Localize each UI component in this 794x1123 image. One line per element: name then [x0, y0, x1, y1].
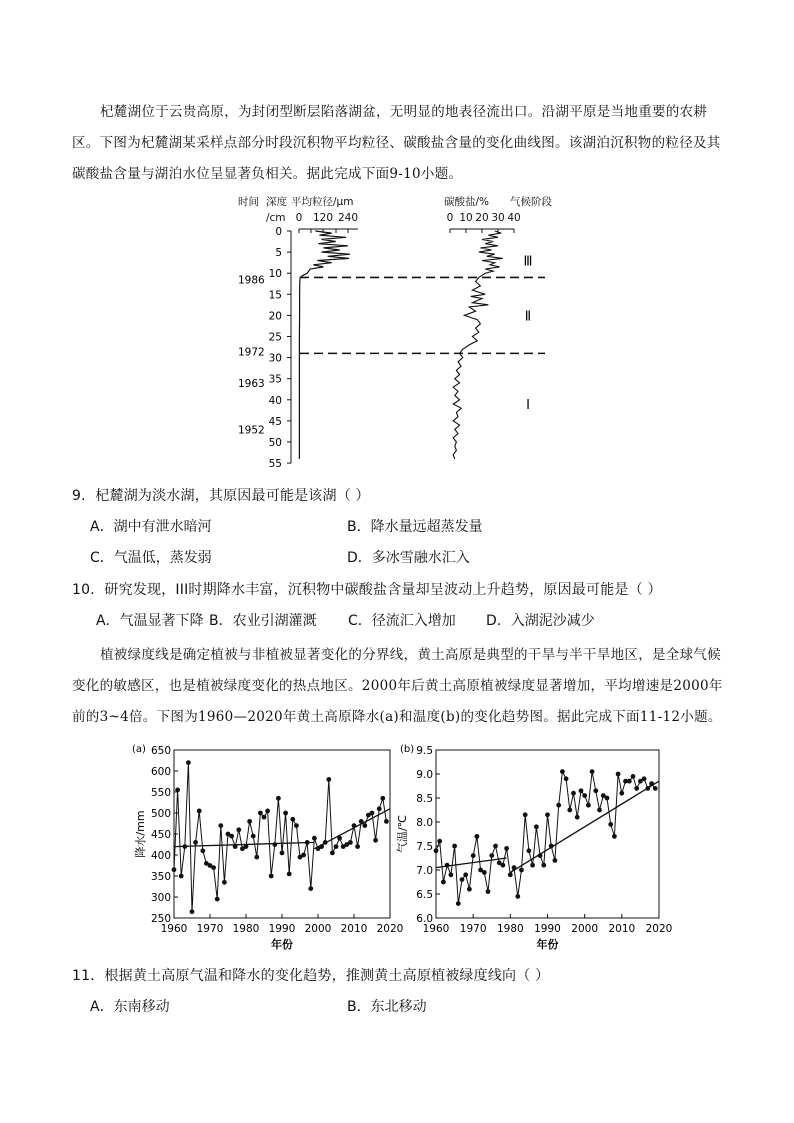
y-tick-label: 8.0: [416, 817, 433, 829]
data-point: [258, 811, 263, 816]
data-point: [236, 827, 241, 832]
data-point: [489, 853, 494, 858]
data-point: [175, 788, 180, 793]
data-point: [287, 872, 292, 877]
y-tick-label: 350: [150, 871, 171, 883]
x-tick-label: 2020: [645, 923, 673, 935]
carb-tick: 40: [507, 212, 521, 224]
x-tick-label: 2020: [376, 923, 403, 935]
data-point: [222, 880, 227, 885]
question-10-stem: 10．研究发现，III时期降水丰富，沉积物中碳酸盐含量却呈波动上升趋势，原因最可能是（ ）: [72, 582, 662, 598]
data-point: [493, 844, 498, 849]
data-point: [504, 846, 509, 851]
climate-stage-label: Ⅲ: [523, 254, 533, 270]
data-point: [452, 844, 457, 849]
data-point: [653, 786, 658, 791]
depth-tick-label: 35: [268, 373, 282, 386]
data-point: [619, 791, 624, 796]
data-point: [471, 853, 476, 858]
data-point: [377, 806, 382, 811]
carb-tick: 0: [446, 212, 454, 224]
data-point: [172, 867, 177, 872]
data-point: [545, 812, 550, 817]
data-point: [590, 769, 595, 774]
x-tick-label: 1980: [232, 923, 260, 935]
data-point: [515, 894, 520, 899]
data-point: [269, 874, 274, 879]
plot-frame: [174, 750, 390, 918]
data-point: [586, 803, 591, 808]
data-point: [254, 855, 259, 860]
depth-tick-label: 30: [268, 352, 282, 365]
data-point: [608, 822, 613, 827]
data-point: [612, 834, 617, 839]
data-point: [301, 853, 306, 858]
trend-line: [436, 858, 507, 868]
stage-title: 气候阶段: [510, 196, 552, 208]
data-point: [534, 824, 539, 829]
data-point: [482, 870, 487, 875]
year-label: 1986: [238, 274, 265, 287]
plot-frame: [436, 750, 659, 918]
q11-option-a[interactable]: A．东南移动: [90, 999, 170, 1015]
data-point: [467, 887, 472, 892]
data-point: [631, 774, 636, 779]
depth-tick-label: 50: [268, 437, 282, 449]
data-point: [460, 877, 465, 882]
data-point: [449, 872, 454, 877]
q9-option-c[interactable]: C．气温低，蒸发弱: [90, 550, 212, 566]
depth-tick-label: 40: [268, 394, 282, 407]
data-point: [276, 796, 281, 801]
data-point: [616, 772, 621, 777]
data-point: [262, 815, 267, 820]
grain-tick: 0: [295, 212, 303, 224]
q9-option-b[interactable]: B．降水量远超蒸发量: [347, 519, 483, 535]
carbonate-curve: [453, 231, 503, 459]
precipitation-chart: [128, 738, 403, 953]
panel-label: (b): [400, 744, 415, 755]
data-point: [229, 834, 234, 839]
data-point: [373, 838, 378, 843]
data-point: [556, 803, 561, 808]
data-point: [380, 796, 385, 801]
q10-option-c[interactable]: C．径流汇入增加: [348, 613, 456, 629]
data-point: [218, 823, 223, 828]
y-axis-label: 气温/℃: [396, 814, 409, 854]
col-depth-label: 深度: [266, 196, 287, 208]
data-point: [290, 817, 295, 822]
data-point: [597, 808, 602, 813]
x-tick-label: 1990: [268, 923, 296, 935]
data-point: [330, 851, 335, 856]
y-tick-label: 400: [150, 850, 171, 862]
x-tick-label: 2000: [304, 923, 332, 935]
q10-option-a[interactable]: A．气温显著下降: [96, 613, 204, 629]
data-point: [272, 842, 277, 847]
sediment-profile-figure: [230, 190, 570, 470]
year-label: 1963: [238, 377, 265, 390]
climate-stage-label: Ⅱ: [524, 309, 532, 325]
q11-option-b[interactable]: B．东北移动: [347, 999, 427, 1015]
y-tick-label: 9.0: [416, 769, 433, 781]
data-point: [247, 819, 252, 824]
x-tick-label: 1960: [422, 923, 450, 935]
x-axis-label: 年份: [271, 938, 293, 951]
data-point: [486, 889, 491, 894]
data-point: [186, 760, 191, 765]
data-point: [508, 872, 513, 877]
x-axis-label: 年份: [536, 938, 559, 951]
data-point: [579, 788, 584, 793]
data-point: [501, 863, 506, 868]
data-point: [605, 796, 610, 801]
grain-title: 平均粒径/μm: [291, 196, 354, 208]
q9-option-a[interactable]: A．湖中有泄水暗河: [90, 519, 212, 535]
data-point: [179, 874, 184, 879]
data-point: [593, 788, 598, 793]
y-tick-label: 7.5: [416, 841, 433, 853]
year-label: 1972: [238, 346, 265, 359]
series-line: [174, 763, 386, 912]
data-point: [197, 809, 202, 814]
year-label: 1952: [238, 424, 265, 437]
passage-1: 杞麓湖位于云贵高原，为封闭型断层陷落湖盆，无明显的地表径流出口。沿湖平原是当地重要的农耕区。下图为杞麓湖某采样点部分时段沉积物平均粒径、碳酸盐含量的变化曲线图。该湖泊沉积物的粒径及其碳酸盐含量与湖泊水位呈显著负相关。据此完成下面9-10小题。: [72, 104, 721, 182]
x-tick-label: 1990: [534, 923, 561, 935]
x-tick-label: 2000: [571, 923, 599, 935]
y-tick-label: 300: [150, 892, 171, 904]
y-tick-label: 6.0: [416, 913, 433, 925]
q10-option-d[interactable]: D．入湖泥沙减少: [486, 613, 595, 629]
carbonate-title: 碳酸盐/%: [444, 196, 490, 208]
grain-tick: 240: [337, 212, 359, 224]
data-point: [283, 811, 288, 816]
depth-tick-label: 10: [268, 268, 282, 281]
data-point: [523, 812, 528, 817]
depth-tick-label: 45: [268, 415, 282, 428]
data-point: [437, 839, 442, 844]
data-point: [564, 776, 569, 781]
depth-tick-label: 20: [268, 310, 282, 323]
data-point: [362, 823, 367, 828]
data-point: [441, 880, 446, 885]
data-point: [334, 844, 339, 849]
y-tick-label: 500: [150, 808, 171, 820]
data-point: [193, 840, 198, 845]
climate-stage-label: Ⅰ: [526, 398, 530, 414]
y-tick-label: 6.5: [416, 889, 433, 901]
grain-size-curve: [299, 231, 350, 459]
data-point: [634, 786, 639, 791]
q10-option-b[interactable]: B．农业引湖灌溉: [209, 613, 317, 629]
carb-tick: 20: [475, 212, 489, 224]
data-point: [567, 808, 572, 813]
y-axis-label: 降水/mm: [134, 810, 147, 858]
data-point: [575, 815, 580, 820]
data-point: [280, 851, 285, 856]
data-point: [519, 868, 524, 873]
question-11-stem: 11．根据黄土高原气温和降水的变化趋势，推测黄土高原植被绿度线向（ ）: [72, 968, 550, 984]
y-tick-label: 250: [150, 913, 171, 925]
data-point: [251, 834, 256, 839]
data-point: [456, 901, 461, 906]
data-point: [553, 858, 558, 863]
data-point: [200, 848, 205, 853]
y-tick-label: 650: [150, 745, 171, 757]
depth-tick-label: 25: [268, 331, 282, 344]
data-point: [312, 836, 317, 841]
question-9-stem: 9．杞麓湖为淡水湖，其原因最可能是该湖（ ）: [72, 488, 370, 504]
data-point: [215, 897, 220, 902]
carb-tick: 10: [459, 212, 473, 224]
data-point: [571, 791, 576, 796]
y-tick-label: 450: [150, 829, 171, 841]
data-point: [370, 811, 375, 816]
data-point: [434, 848, 439, 853]
data-point: [348, 840, 353, 845]
y-tick-label: 7.0: [416, 865, 433, 877]
depth-tick-label: 0: [275, 226, 282, 238]
data-point: [308, 886, 313, 891]
data-point: [582, 793, 587, 798]
data-point: [627, 779, 632, 784]
grain-tick: 120: [312, 212, 334, 224]
data-point: [560, 769, 565, 774]
col-time-label: 时间: [238, 196, 259, 208]
depth-tick-label: 5: [275, 247, 282, 260]
x-tick-label: 1980: [496, 923, 524, 935]
y-tick-label: 550: [150, 787, 171, 799]
data-point: [355, 844, 360, 849]
x-tick-label: 1970: [196, 923, 224, 935]
panel-label: (a): [132, 744, 146, 755]
x-tick-label: 1970: [459, 923, 487, 935]
q9-option-d[interactable]: D．多冰雪融水汇入: [347, 550, 470, 566]
data-point: [527, 848, 532, 853]
depth-tick-label: 55: [268, 458, 282, 470]
data-point: [384, 819, 389, 824]
data-point: [463, 872, 468, 877]
data-point: [530, 863, 535, 868]
y-tick-label: 600: [150, 766, 171, 778]
y-tick-label: 8.5: [416, 793, 433, 805]
data-point: [475, 834, 480, 839]
x-tick-label: 1960: [160, 923, 188, 935]
carb-tick: 30: [491, 212, 505, 224]
data-point: [294, 823, 299, 828]
data-point: [190, 909, 195, 914]
data-point: [541, 863, 546, 868]
data-point: [326, 777, 331, 782]
depth-unit-label: /cm: [266, 212, 286, 224]
passage-2: 植被绿度线是确定植被与非植被显著变化的分界线，黄土高原是典型的干旱与半干旱地区，是全球气候变化的敏感区，也是植被绿度变化的热点地区。2000年后黄土高原植被绿度显著增加，平均增速是2000年前的3~4倍。下图为1960—2020年黄土高原降水(a)和温度(b)的变化趋势图。据此完成下面11-12小题。: [72, 647, 723, 725]
depth-tick-label: 15: [268, 289, 282, 302]
data-point: [265, 809, 270, 814]
x-tick-label: 2010: [608, 923, 636, 935]
data-point: [642, 776, 647, 781]
temperature-chart: [396, 738, 676, 953]
x-tick-label: 2010: [340, 923, 368, 935]
data-point: [211, 865, 216, 870]
y-tick-label: 9.5: [416, 745, 433, 757]
